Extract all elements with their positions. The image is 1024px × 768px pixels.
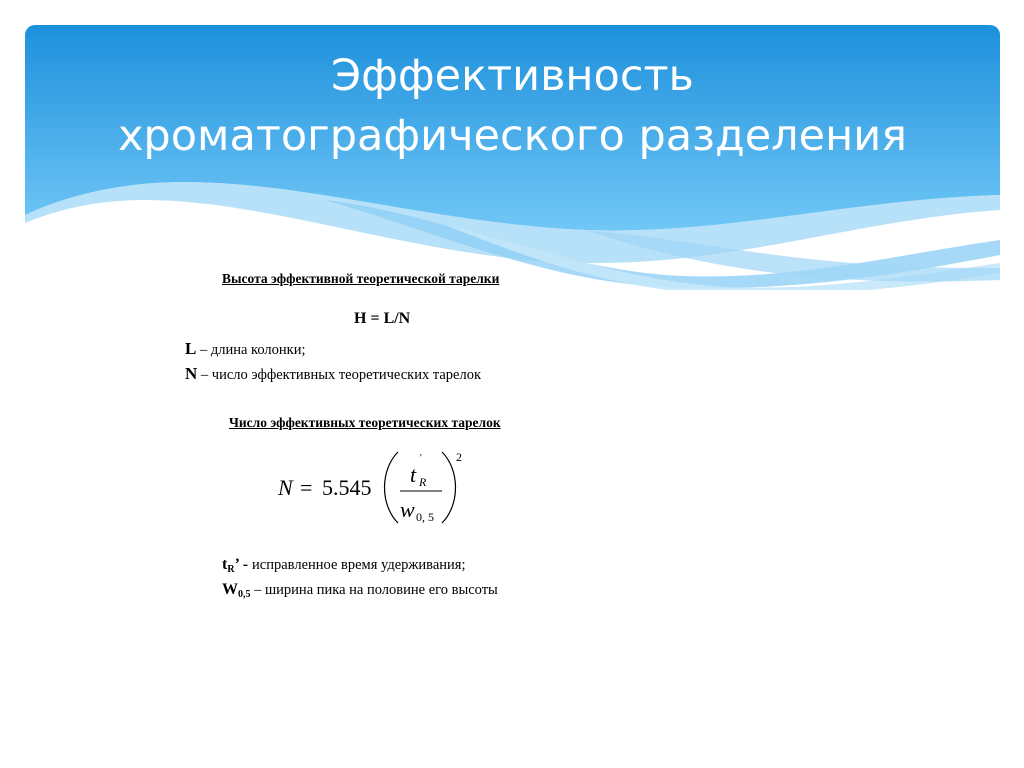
eq-numerator: t xyxy=(410,462,417,487)
plate-number-equation xyxy=(270,445,480,530)
definition-w-symbol: W xyxy=(222,581,238,598)
definition-L-symbol: L xyxy=(185,339,197,358)
definition-L xyxy=(185,339,305,359)
title-line-1: Эффективность xyxy=(331,51,694,101)
definition-tR-mark: ’ - xyxy=(234,556,253,573)
eq-denominator: w xyxy=(400,497,415,522)
definition-N-symbol: N xyxy=(185,364,198,383)
plate-height-formula: H = L/N xyxy=(354,310,411,327)
definition-w-text: – ширина пика на половине его высоты xyxy=(250,582,498,598)
eq-equals: = xyxy=(300,475,313,500)
eq-lhs: N xyxy=(278,475,293,500)
eq-coefficient: 5.545 xyxy=(322,475,372,500)
eq-denominator-sub: 0, 5 xyxy=(416,510,434,524)
definition-N xyxy=(185,364,481,384)
definition-L-text: – длина колонки; xyxy=(196,342,306,358)
definition-tR-sub: R xyxy=(227,564,235,575)
section2-heading: Число эффективных теоретических тарелок xyxy=(229,415,501,430)
definition-w-sub: 0,5 xyxy=(238,589,251,600)
definition-N-text: – число эффективных теоретических тарелок xyxy=(197,367,482,383)
eq-right-paren xyxy=(442,452,456,523)
title-line-2: хроматографического разделения xyxy=(117,111,908,161)
section1-heading: Высота эффективной теоретической тарелки xyxy=(222,271,500,286)
definition-tR-symbol: t xyxy=(222,556,228,573)
definition-tR xyxy=(222,556,466,575)
eq-left-paren xyxy=(385,452,399,523)
definition-tR-text: исправленное время удерживания; xyxy=(252,557,466,573)
eq-power: 2 xyxy=(456,450,462,464)
definition-w xyxy=(222,581,498,600)
eq-numerator-sub: R xyxy=(419,475,427,489)
eq-numerator-prime: ' xyxy=(420,453,422,464)
